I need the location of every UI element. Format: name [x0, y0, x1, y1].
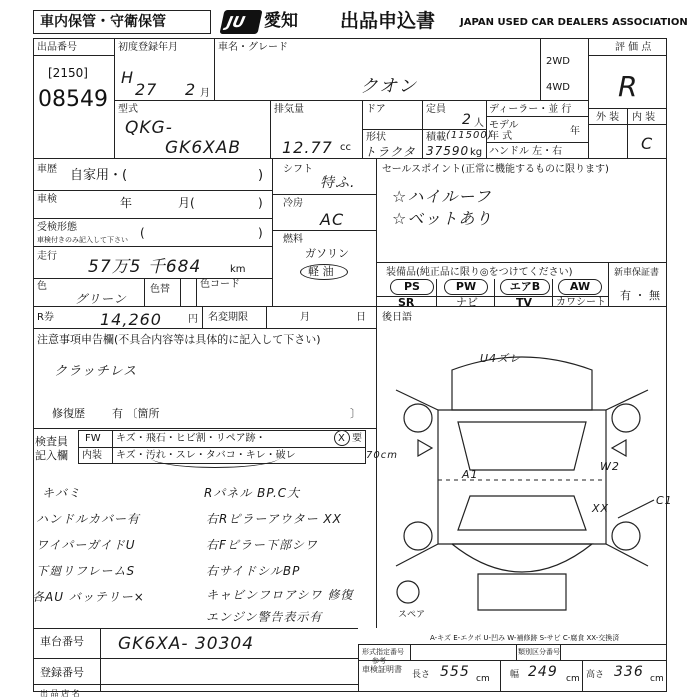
- height-value: 336: [614, 664, 644, 680]
- inspector-note-2: ハンドルカバー有: [36, 512, 141, 526]
- height-unit: cm: [650, 674, 664, 684]
- equip-tv: TV: [516, 296, 533, 309]
- reception-note: 車検付きのみ記入して下さい: [37, 236, 128, 244]
- capacity-value: 2: [462, 112, 472, 128]
- equip-airbag: エアB: [500, 279, 550, 295]
- recycle-label: R券: [37, 312, 54, 323]
- fuel-value: ガソリン: [305, 247, 349, 260]
- steering-label: ハンドル 左・右: [489, 146, 563, 157]
- capacity-label: 定員: [426, 104, 446, 115]
- inspection-month: 月(: [178, 196, 195, 210]
- ju-logo: [219, 10, 262, 34]
- drive-4wd: 4WD: [546, 82, 570, 93]
- diagram-c1: C1: [656, 494, 673, 507]
- int-label: 内 装: [632, 112, 656, 123]
- inspector-note-8: 右Fピラー下部シワ: [206, 538, 318, 552]
- load-unit: kg: [470, 147, 483, 158]
- deadline-month: 月: [300, 312, 310, 323]
- diagram-legend: A-キズ E-エクボ U-凹み W-補修跡 S-サビ C-腐食 XX-交換済: [430, 634, 620, 642]
- storage-label: 車内保管・守衛保管: [40, 14, 166, 30]
- checker-need: 要: [352, 433, 362, 444]
- model-value-1: QKG-: [125, 118, 173, 138]
- inspector-note-7: 右Rピラーアウター XX: [206, 512, 342, 526]
- rating-value: R: [618, 70, 639, 103]
- checker-fw: FW: [85, 433, 101, 444]
- rating-label: 評 価 点: [615, 42, 652, 53]
- repair-label: 修復歴: [52, 407, 85, 420]
- repair-close: 〕: [350, 407, 361, 420]
- remarks-label: 後日語: [382, 312, 412, 323]
- recycle-value: 14,260: [100, 310, 162, 329]
- drive-2wd: 2WD: [546, 56, 570, 67]
- inspection-close: ): [258, 196, 263, 210]
- color-label: 色: [37, 281, 47, 292]
- aircon-value: AC: [320, 210, 345, 229]
- notes-label: 注意事項申告欄(不具合内容等は具体的に記入して下さい): [37, 333, 321, 346]
- association-name: JAPAN USED CAR DEALERS ASSOCIATION: [460, 17, 688, 28]
- region-name: 愛知: [264, 11, 298, 31]
- lot-bracket: [2150]: [48, 66, 88, 80]
- checker-circle-marks: [150, 446, 280, 468]
- inspection-year: 年: [120, 196, 133, 210]
- equip-navi: ナビ: [456, 296, 478, 309]
- model-year-label: モデル 年 式: [489, 120, 519, 142]
- inspector-note-6: Rパネル BP.C大: [204, 486, 301, 500]
- load-label: 積載: [426, 132, 446, 143]
- reception-open: (: [140, 226, 145, 240]
- lot-number: 08549: [38, 87, 108, 112]
- inspector-note-5: 各AU バッテリー×: [32, 590, 145, 604]
- checker-row1-items: キズ・飛石・ヒビ割・リペア跡・: [116, 433, 266, 444]
- chassis-value: GK6XA- 30304: [118, 634, 255, 654]
- ext-label: 外 装: [596, 112, 620, 123]
- model-label: 型式: [118, 104, 138, 115]
- model-year-unit: 年: [570, 126, 580, 137]
- diagram-xx: XX: [592, 502, 610, 515]
- cert-label: 形式指定番号: [362, 648, 404, 656]
- checker-note: 70cm: [366, 450, 398, 461]
- mileage-value: 57万5 千684: [88, 257, 202, 277]
- recycle-unit: 円: [188, 314, 198, 325]
- inspector-note-3: ワイパーガイドU: [36, 538, 136, 552]
- footer-text: 出 品 店 名: [40, 689, 80, 698]
- reception-close: ): [258, 226, 263, 240]
- diagram-w2: W2: [600, 460, 620, 473]
- reg-cert-label: 車検証明書: [362, 665, 402, 674]
- load-value-top: (11500): [446, 130, 493, 141]
- checker-x: X: [338, 433, 345, 444]
- sales-label: セールスポイント(正常に機能するものに限ります): [382, 164, 609, 175]
- inspector-note-10: キャビンフロアシワ 修復: [206, 588, 354, 602]
- deadline-label: 名変期限: [208, 312, 248, 323]
- aircon-label: 冷房: [283, 198, 303, 209]
- door-label: ドア: [366, 104, 386, 115]
- equip-ps: PS: [390, 279, 434, 295]
- shift-value: 特ふ.: [320, 175, 356, 191]
- inspector-note-4: 下廻リフレームS: [36, 564, 136, 578]
- length-unit: cm: [476, 674, 490, 684]
- registration-era: H: [121, 68, 135, 87]
- ju-logo-text: JU: [225, 13, 247, 31]
- reg-number-label: 登録番号: [40, 666, 84, 679]
- inspector-note-11: エンジン警告表示有: [206, 610, 323, 624]
- color-change-label: 色替: [150, 284, 170, 295]
- history-close: ): [258, 168, 264, 183]
- warranty-label: 新車保証書: [614, 268, 660, 278]
- height-label: 高さ: [586, 670, 605, 680]
- history-value: 自家用・(: [70, 168, 128, 183]
- displacement-value: 12.77: [282, 138, 333, 157]
- length-value: 555: [440, 664, 470, 680]
- deadline-day: 日: [356, 312, 366, 323]
- width-value: 249: [528, 664, 558, 680]
- car-name-value: クオン: [360, 76, 417, 97]
- warranty-value: 有 ・ 無: [620, 289, 660, 302]
- notes-value: クラッチレス: [54, 364, 138, 379]
- shape-label: 形状: [366, 132, 386, 143]
- width-label: 幅: [510, 670, 520, 680]
- fuel-label: 燃料: [283, 234, 303, 245]
- dealer-label: ディーラー・並 行: [489, 104, 572, 115]
- registration-year: 27: [135, 80, 158, 99]
- sales-line-1: ☆ハイルーフ: [392, 187, 492, 206]
- sales-line-2: ☆ベットあり: [392, 209, 493, 228]
- lot-label: 出品番号: [37, 42, 77, 53]
- checker-label-2: 記入欄: [35, 449, 68, 462]
- equip-sr: SR: [398, 296, 415, 309]
- registration-month: 2: [185, 80, 197, 99]
- color-value: グリーン: [75, 292, 127, 306]
- checker-row2-items: キズ・汚れ・スレ・タバコ・キレ・破レ: [116, 450, 296, 461]
- ref-label: 参考: [372, 657, 386, 665]
- registration-label: 初度登録年月: [118, 42, 178, 53]
- color-code-label: 色コード: [200, 279, 240, 290]
- fuel-value2: 軽 油: [308, 265, 334, 278]
- car-damage-diagram: [378, 330, 666, 630]
- diagram-spare: スペア: [398, 610, 426, 620]
- capacity-unit: 人: [474, 118, 484, 129]
- registration-month-unit: 月: [200, 88, 210, 99]
- chassis-label: 車台番号: [40, 635, 84, 648]
- diagram-a1: A1: [462, 468, 479, 481]
- inspector-note-9: 右サイドシルBP: [206, 564, 301, 578]
- displacement-label: 排気量: [274, 104, 304, 115]
- inspector-note-1: キバミ: [42, 486, 82, 500]
- width-unit: cm: [566, 674, 580, 684]
- equip-aw: AW: [558, 279, 602, 295]
- class-label: 類別区分番号: [518, 648, 560, 656]
- car-name-label: 車名・グレード: [218, 42, 288, 53]
- load-value: 37590: [426, 144, 470, 158]
- checker-label-1: 検査員: [35, 435, 68, 448]
- equip-seat: カワシート: [556, 297, 606, 308]
- equipment-label: 装備品(純正品に限り◎をつけてください): [386, 267, 573, 278]
- int-value: C: [641, 134, 654, 153]
- diagram-top-label: U4ズレ: [480, 352, 522, 365]
- shape-value: トラクタ: [364, 145, 416, 159]
- storage-label-box: [33, 10, 211, 34]
- inspection-label: 車検: [37, 194, 57, 205]
- model-value-2: GK6XAB: [165, 138, 242, 158]
- repair-value: 有 〔箇所: [112, 407, 160, 420]
- equip-pw: PW: [444, 279, 488, 295]
- form-title: 出品申込書: [340, 10, 436, 32]
- checker-interior: 内装: [82, 450, 102, 461]
- reception-label: 受検形態: [37, 222, 77, 233]
- displacement-unit: cc: [340, 142, 351, 153]
- mileage-unit: km: [230, 264, 246, 275]
- length-label: 長さ: [412, 670, 431, 680]
- shift-label: シフト: [283, 164, 313, 175]
- history-label: 車歴: [37, 164, 57, 175]
- mileage-label: 走行: [37, 251, 57, 262]
